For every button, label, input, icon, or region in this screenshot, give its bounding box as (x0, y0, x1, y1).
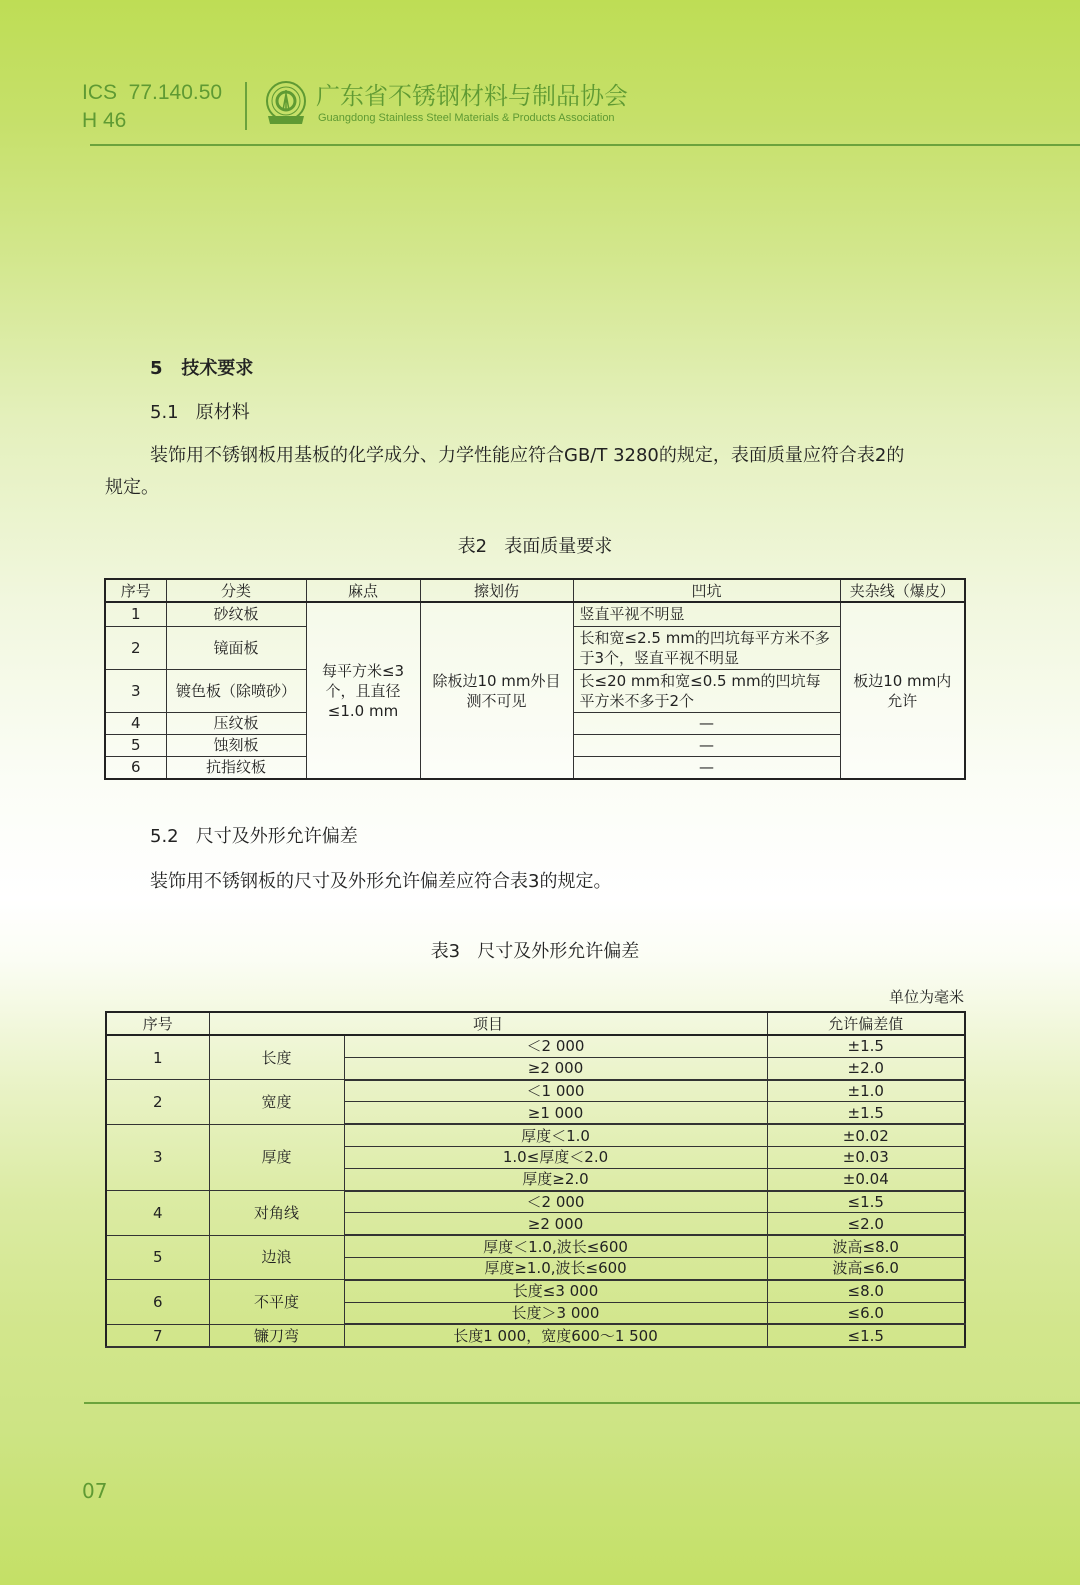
cell-no: 2 (106, 1080, 209, 1125)
surface-quality-table (104, 578, 966, 780)
cell-condition: ＜2 000 (344, 1035, 767, 1057)
section-5-2-paragraph: 装饰用不锈钢板的尺寸及外形允许偏差应符合表3的规定。 (150, 871, 612, 892)
cell-no: 4 (105, 712, 166, 734)
cell-condition: 长度＞3 000 (344, 1302, 767, 1324)
cell-tolerance: ±0.02 (767, 1124, 965, 1146)
cell-no: 4 (106, 1191, 209, 1236)
cell-condition: ≥1 000 (344, 1102, 767, 1124)
table-row (106, 1080, 965, 1102)
cell-dent: — (573, 756, 840, 779)
cell-tolerance: ±1.5 (767, 1035, 965, 1057)
cell-no: 1 (106, 1035, 209, 1080)
cell-condition: 1.0≤厚度＜2.0 (344, 1146, 767, 1168)
cell-dent: — (573, 734, 840, 756)
cell-condition: 长度1 000，宽度600～1 500 (344, 1324, 767, 1347)
cell-dent: 长≤20 mm和宽≤0.5 mm的凹坑每平方米不多于2个 (573, 669, 840, 712)
cell-tolerance: ≤1.5 (767, 1191, 965, 1213)
cell-tolerance: ≤6.0 (767, 1302, 965, 1324)
col-header-item: 项目 (209, 1012, 767, 1035)
cell-item: 厚度 (209, 1124, 344, 1190)
cell-condition: ＜2 000 (344, 1191, 767, 1213)
ics-code: ICS 77.140.50 (82, 81, 223, 104)
cell-tolerance: ±0.04 (767, 1168, 965, 1190)
section-5-heading: 5 技术要求 (150, 358, 254, 379)
cell-item: 边浪 (209, 1235, 344, 1280)
cell-dent: 竖直平视不明显 (573, 602, 840, 626)
dimension-tolerance-table (105, 1011, 966, 1348)
cell-scratch (420, 602, 573, 779)
cell-category: 镀色板（除喷砂） (166, 669, 306, 712)
table2-caption: 表2 表面质量要求 (457, 536, 613, 557)
table-row (106, 1035, 965, 1057)
col-header-dent: 凹坑 (573, 579, 840, 602)
association-name-cn: 广东省不锈钢材料与制品协会 (316, 82, 628, 110)
cell-no: 3 (105, 669, 166, 712)
table-row (106, 1324, 965, 1347)
cell-inclusion (840, 602, 965, 779)
cell-tolerance: ±1.5 (767, 1102, 965, 1124)
association-name-en: Guangdong Stainless Steel Materials & Products Association (318, 112, 615, 124)
scratch-text: 除板边10 mm外目测不可见 (432, 671, 561, 710)
header-rule (90, 144, 1080, 146)
table3-unit-note: 单位为毫米 (888, 988, 964, 1006)
inclusion-text: 板边10 mm内允许 (853, 671, 952, 710)
cell-no: 6 (106, 1280, 209, 1325)
section-5-1-paragraph-line2: 规定。 (105, 477, 159, 498)
col-header-no: 序号 (105, 579, 166, 602)
cell-item: 镰刀弯 (209, 1324, 344, 1347)
cell-tolerance: ≤1.5 (767, 1324, 965, 1347)
cell-no: 6 (105, 756, 166, 779)
cell-category: 蚀刻板 (166, 734, 306, 756)
cell-dent: — (573, 712, 840, 734)
cell-no: 5 (105, 734, 166, 756)
cell-condition: 厚度≥1.0,波长≤600 (344, 1257, 767, 1279)
cell-category: 压纹板 (166, 712, 306, 734)
cell-item: 对角线 (209, 1191, 344, 1236)
col-header-no: 序号 (106, 1012, 209, 1035)
cell-no: 3 (106, 1124, 209, 1190)
header-divider (245, 82, 247, 130)
section-5-1-paragraph-line1: 装饰用不锈钢板用基板的化学成分、力学性能应符合GB/T 3280的规定，表面质量应符合表2的 (150, 445, 905, 466)
cell-pitting (306, 602, 420, 779)
section-5-1-heading: 5.1 原材料 (150, 402, 250, 423)
table-row (106, 1280, 965, 1302)
table-header-row (106, 1012, 965, 1035)
cell-item: 不平度 (209, 1280, 344, 1325)
cell-tolerance: 波高≤6.0 (767, 1257, 965, 1279)
cell-item: 宽度 (209, 1080, 344, 1125)
col-header-scratch: 擦划伤 (420, 579, 573, 602)
cell-item: 长度 (209, 1035, 344, 1080)
cell-no: 2 (105, 626, 166, 669)
cell-condition: ≥2 000 (344, 1213, 767, 1235)
col-header-category: 分类 (166, 579, 306, 602)
table-row (106, 1124, 965, 1146)
pitting-text: 每平方米≤3个，且直径≤1.0 mm (321, 661, 405, 720)
footer-rule (84, 1402, 1080, 1404)
cell-category: 镜面板 (166, 626, 306, 669)
cell-tolerance: 波高≤8.0 (767, 1235, 965, 1257)
section-5-2-heading: 5.2 尺寸及外形允许偏差 (150, 826, 358, 847)
cell-category: 砂纹板 (166, 602, 306, 626)
cell-category: 抗指纹板 (166, 756, 306, 779)
cell-tolerance: ≤2.0 (767, 1213, 965, 1235)
cell-tolerance: ≤8.0 (767, 1280, 965, 1302)
cell-tolerance: ±1.0 (767, 1080, 965, 1102)
cell-condition: 厚度＜1.0,波长≤600 (344, 1235, 767, 1257)
cell-condition: 长度≤3 000 (344, 1280, 767, 1302)
table-row (106, 1191, 965, 1213)
standard-codes (82, 79, 238, 135)
cell-no: 1 (105, 602, 166, 626)
table-row (106, 1235, 965, 1257)
cell-tolerance: ±2.0 (767, 1057, 965, 1079)
table-header-row (105, 579, 965, 602)
cell-condition: ＜1 000 (344, 1080, 767, 1102)
cell-no: 5 (106, 1235, 209, 1280)
cell-tolerance: ±0.03 (767, 1146, 965, 1168)
cell-dent: 长和宽≤2.5 mm的凹坑每平方米不多于3个，竖直平视不明显 (573, 626, 840, 669)
cell-condition: ≥2 000 (344, 1057, 767, 1079)
association-seal-icon (262, 80, 310, 128)
cell-no: 7 (106, 1324, 209, 1347)
cell-condition: 厚度≥2.0 (344, 1168, 767, 1190)
page-number: 07 (82, 1479, 108, 1503)
cell-condition: 厚度＜1.0 (344, 1124, 767, 1146)
table3-caption: 表3 尺寸及外形允许偏差 (430, 941, 640, 962)
class-code: H 46 (82, 109, 127, 132)
table-row (105, 602, 965, 626)
col-header-pitting: 麻点 (306, 579, 420, 602)
col-header-tolerance: 允许偏差值 (767, 1012, 965, 1035)
col-header-inclusion: 夹杂线（爆皮） (840, 579, 965, 602)
